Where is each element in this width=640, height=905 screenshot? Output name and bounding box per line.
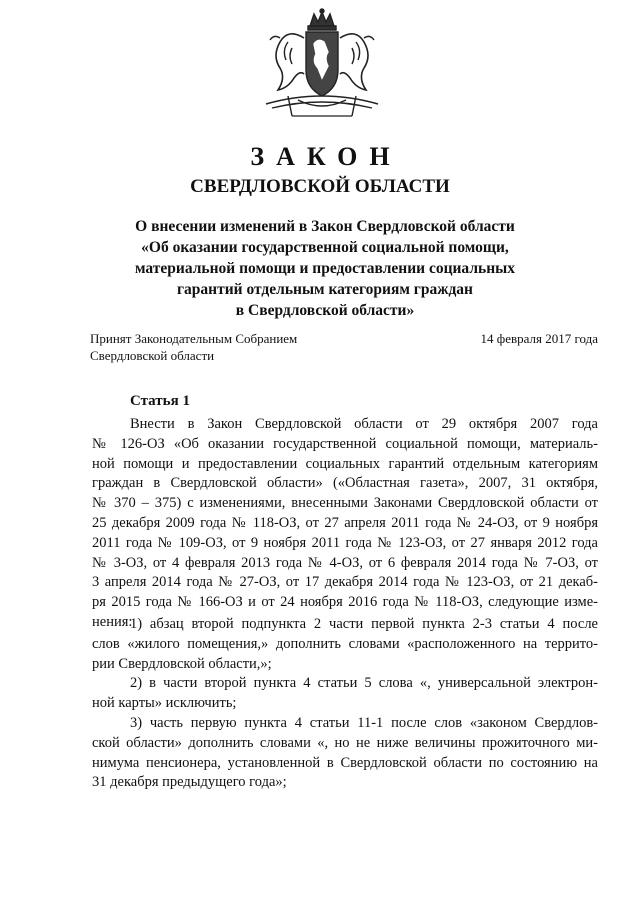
- text-line: 31 декабря предыдущего года»;: [92, 774, 287, 791]
- text-line: рии Свердловской области,»;: [92, 655, 272, 672]
- text-line: слов «жилого помещения,» дополнить словами «расположенного на террито-: [92, 635, 598, 652]
- heading-line: материальной помощи и предоставлении социальных: [134, 260, 515, 277]
- text-line: 3 апреля 2014 года № 27-ОЗ, от 17 декабря 2014 года № 123-ОЗ, от 21 декаб-: [92, 574, 598, 591]
- heading-line: О внесении изменений в Закон Свердловской области: [135, 218, 515, 235]
- heading-line: «Об оказании государственной социальной помощи,: [141, 239, 509, 256]
- text-line: № 3-ОЗ, от 4 февраля 2013 года № 4-ОЗ, от 6 февраля 2014 года № 7-ОЗ, от: [92, 554, 598, 571]
- text-line: 1) абзац второй подпункта 2 части первой пункта 2-3 статьи 4 после: [130, 616, 598, 632]
- text-line: нения:: [92, 613, 133, 630]
- text-line: № 126-ОЗ «Об оказании государственной социальной помощи, материаль-: [92, 435, 598, 452]
- text-line: Внести в Закон Свердловской области от 29 октября 2007 года: [130, 416, 598, 432]
- law-title: ЗАКОН: [250, 142, 402, 171]
- article-title: Статья 1: [130, 393, 190, 409]
- text-line: граждан в Свердловской области» («Областная газета», 2007, 31 октября,: [92, 475, 598, 492]
- text-line: ской области» дополнить словами «, но не ниже величины прожиточного ми-: [92, 734, 598, 751]
- heading-line: в Свердловской области»: [235, 302, 415, 319]
- text-line: 2) в части второй пункта 4 статьи 5 слова «, универсальной электрон-: [130, 675, 598, 691]
- text-line: 3) часть первую пункта 4 статьи 11-1 после слов «законом Свердлов-: [130, 715, 598, 731]
- text-line: № 370 – 375) с изменениями, внесенными Законами Свердловской области от: [92, 495, 598, 512]
- item-2-paragraph: [92, 674, 598, 714]
- adoption-line: Свердловской области: [90, 348, 215, 363]
- adoption-line: Принят Законодательным Собранием: [90, 331, 298, 346]
- text-line: ря 2015 года № 166-ОЗ и от 24 ноября 2016 года № 118-ОЗ, следующие изме-: [92, 594, 598, 611]
- text-line: ной карты» исключить;: [92, 694, 237, 711]
- document-heading: [90, 216, 560, 321]
- text-line: 2011 года № 109-ОЗ, от 9 ноября 2011 года № 123-ОЗ, от 27 января 2012 года: [92, 534, 598, 551]
- text-line: ной помощи и предоставлении социальных гарантий отдельным категориям: [92, 455, 598, 472]
- heading-line: гарантий отдельным категориям граждан: [177, 281, 473, 298]
- article-intro-paragraph: [92, 415, 598, 633]
- text-line: 25 декабря 2009 года № 118-ОЗ, от 27 апреля 2011 года № 24-ОЗ, от 9 ноября: [92, 514, 598, 531]
- adoption-date: 14 февраля 2017 года: [480, 331, 598, 346]
- item-3-paragraph: [92, 714, 598, 793]
- sverdlovsk-coat-of-arms-icon: [258, 8, 386, 120]
- text-line: нимума пенсионера, установленной в Свердловской области по состоянию на: [92, 754, 598, 771]
- adoption-body: [90, 330, 297, 364]
- item-1-paragraph: [92, 615, 598, 674]
- region-title: СВЕРДЛОВСКОЙ ОБЛАСТИ: [190, 176, 450, 197]
